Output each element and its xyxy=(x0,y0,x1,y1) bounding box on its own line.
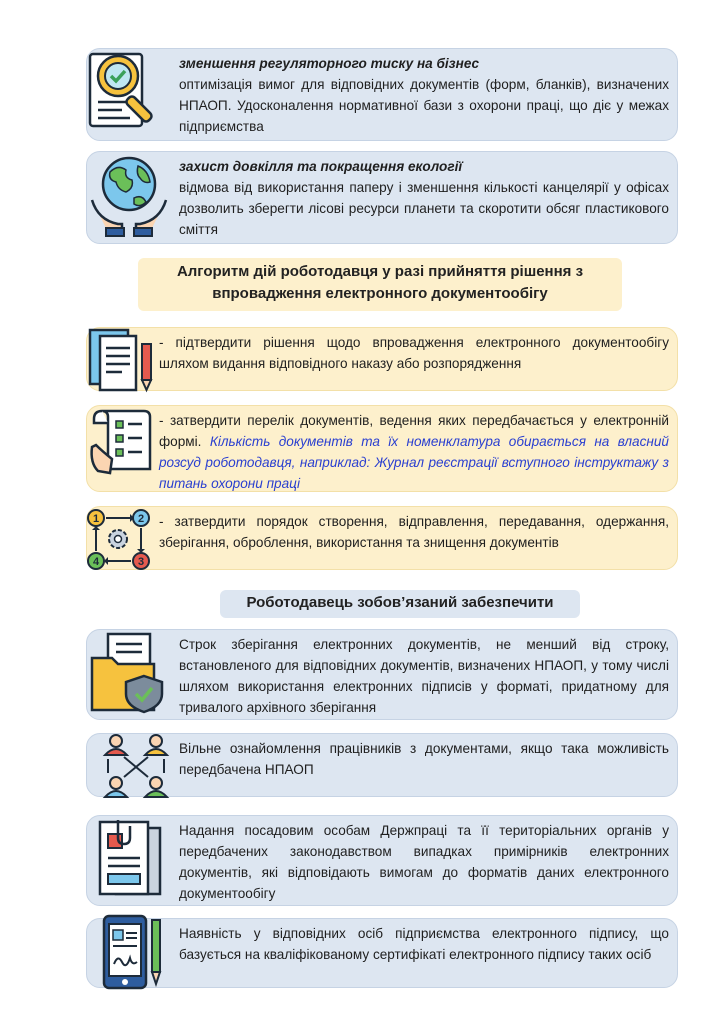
algorithm-step-approve-procedure xyxy=(86,506,678,570)
phone-signature-icon xyxy=(100,914,166,990)
obligation-text: Вільне ознайомлення працівників з документами, якщо така можливість передбачена НПАОП xyxy=(179,741,669,777)
obligation-storage-term xyxy=(86,629,678,720)
algorithm-heading-line1: Алгоритм дій роботодавця у разі прийняття рішення з xyxy=(176,263,584,280)
benefit-title: зменшення регуляторного тиску на бізнес xyxy=(179,56,480,71)
cycle-label: 1 xyxy=(92,513,100,525)
globe-in-hands-icon xyxy=(88,154,170,238)
benefit-card-regulatory xyxy=(86,48,678,141)
algorithm-step-approve-decision xyxy=(86,327,678,391)
benefit-title: захист довкілля та покращення екології xyxy=(179,159,463,174)
algorithm-heading xyxy=(138,258,622,311)
step-text: - затвердити порядок створення, відправлення, передавання, одержання, зберігання, оброблення, використання та знищення документів xyxy=(159,514,669,550)
folder-shield-icon xyxy=(88,632,170,716)
obligation-electronic-signature xyxy=(86,918,678,988)
people-network-icon xyxy=(102,733,170,799)
documents-clip-icon xyxy=(94,818,166,902)
checklist-scroll-icon xyxy=(88,407,154,477)
step-text: - затвердити перелік документів, ведення яких передбачається у електронній формі. xyxy=(159,413,669,449)
obligation-text: Надання посадовим особам Держпраці та її територіальних органів у передбачених законодавством випадках примірників електронних документів, які відповідають вимогам до форматів даних електронного документообігу xyxy=(179,823,669,901)
step-text: - підтвердити рішення щодо впровадження електронного документообігу шляхом видання відповідного наказу або розпорядження xyxy=(159,335,669,371)
cycle-label: 3 xyxy=(137,556,145,568)
algorithm-step-approve-list xyxy=(86,405,678,492)
algorithm-heading-line2: впровадження електронного документообігу xyxy=(212,285,548,302)
obligations-heading xyxy=(220,590,580,618)
cycle-label: 2 xyxy=(137,513,145,525)
benefit-card-ecology xyxy=(86,151,678,244)
obligation-text: Наявність у відповідних осіб підприємства електронного підпису, що базується на кваліфікованому сертифікаті електронного підпису таких осіб xyxy=(179,926,669,962)
benefit-text: оптимізація вимог для відповідних документів (форм, бланків), визначених НПАОП. Удосконалення нормативної бази з охорони праці, що діє у межах підприємства xyxy=(179,77,669,134)
obligation-provide-copies xyxy=(86,815,678,906)
documents-pencil-icon xyxy=(86,324,156,394)
cycle-label: 4 xyxy=(92,556,100,568)
step-emphasis: Кількість документів та їх номенклатура обирається на власний розсуд роботодавця, наприклад: Журнал реєстрації вступного інструктажу з питань охорони праці xyxy=(159,434,669,491)
document-magnifier-check-icon xyxy=(86,52,170,136)
benefit-text: відмова від використання паперу і зменшення кількості канцелярії у офісах дозволить зберегти лісові ресурси планети та скоротити обсяг пластикового сміття xyxy=(179,180,669,237)
obligations-heading-text: Роботодавець зобов’язаний забезпечити xyxy=(246,594,554,611)
obligation-familiarization xyxy=(86,733,678,797)
obligation-text: Строк зберігання електронних документів, не менший від строку, встановленого для відповідних документів, визначених НПАОП, у тому числі шляхом використання електронних підписів у форматі, придатному для тривалого архівного зберігання xyxy=(179,637,669,715)
process-cycle-gear-icon xyxy=(86,507,152,571)
